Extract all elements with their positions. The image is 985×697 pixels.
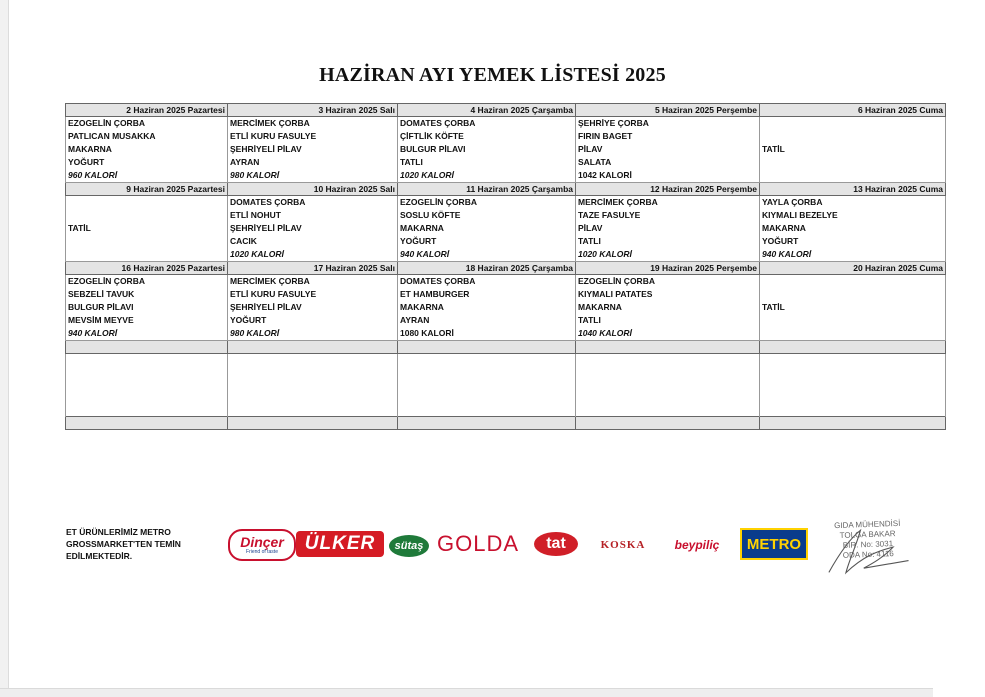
calorie-row [66,169,946,183]
meal-cell: ETLİ KURU FASULYE [228,130,398,143]
meal-cell: PİLAV [576,222,760,235]
sutas-logo: sütaş [389,535,429,557]
meal-cell: TATİL [66,222,228,235]
meal-row [66,156,946,169]
empty-cell [228,341,398,354]
stamp-line-3: BİR. No: 3031 [842,539,894,550]
calorie-cell [760,169,946,183]
empty-cell [398,417,576,430]
meal-cell: YOĞURT [228,314,398,327]
dincer-logo [228,529,296,561]
meal-cell: ŞEHRİYE ÇORBA [576,117,760,131]
meal-cell: AYRAN [228,156,398,169]
meal-cell: DOMATES ÇORBA [398,275,576,289]
empty-cell [398,341,576,354]
calorie-cell: 1020 KALORİ [576,248,760,262]
date-header-cell: 11 Haziran 2025 Çarşamba [398,183,576,196]
meal-row [66,314,946,327]
meal-cell: EZOGELİN ÇORBA [398,196,576,210]
calorie-cell: 1020 KALORİ [398,169,576,183]
beypilic-logo: beypiliç [674,538,720,552]
meal-cell [760,156,946,169]
meal-cell [66,209,228,222]
meal-cell: TAZE FASULYE [576,209,760,222]
meal-row [66,209,946,222]
date-header-cell: 13 Haziran 2025 Cuma [760,183,946,196]
meal-row [66,275,946,289]
page-edge-bottom [0,688,933,697]
meal-row [66,288,946,301]
calorie-cell: 1042 KALORİ [576,169,760,183]
meal-cell: ŞEHRİYELİ PİLAV [228,222,398,235]
empty-cell [576,354,760,417]
meal-cell: ŞEHRİYELİ PİLAV [228,301,398,314]
meal-cell: MAKARNA [398,222,576,235]
meal-cell: SEBZELİ TAVUK [66,288,228,301]
meal-cell: SOSLU KÖFTE [398,209,576,222]
page-title: HAZİRAN AYI YEMEK LİSTESİ 2025 [319,64,666,86]
date-header-cell: 12 Haziran 2025 Perşembe [576,183,760,196]
meal-cell: ÇİFTLİK KÖFTE [398,130,576,143]
meal-cell [66,235,228,248]
dincer-logo-tagline: Friend of taste [246,549,278,555]
calorie-row [66,248,946,262]
meal-cell [760,288,946,301]
calorie-cell: 980 KALORİ [228,169,398,183]
meal-cell [760,314,946,327]
meal-cell: SALATA [576,156,760,169]
meal-row [66,196,946,210]
dincer-logo-text: Dinçer [240,534,284,550]
empty-row [66,354,946,417]
date-header-row [66,104,946,117]
meal-cell [760,117,946,131]
empty-cell [576,417,760,430]
stamp-line-1: GIDA MÜHENDİSİ [833,518,901,531]
meal-cell: KIYMALI BEZELYE [760,209,946,222]
calorie-cell: 960 KALORİ [66,169,228,183]
meal-cell: MAKARNA [398,301,576,314]
empty-cell [66,354,228,417]
empty-cell [228,417,398,430]
stamp-line-4: ODA No: 4116 [842,549,894,560]
calorie-cell: 940 KALORİ [398,248,576,262]
signature-scribble [822,524,914,577]
meal-cell: KIYMALI PATATES [576,288,760,301]
meal-cell: AYRAN [398,314,576,327]
date-header-cell: 20 Haziran 2025 Cuma [760,262,946,275]
meal-cell: YOĞURT [398,235,576,248]
calorie-cell: 940 KALORİ [66,327,228,341]
meal-cell: YAYLA ÇORBA [760,196,946,210]
empty-cell [398,354,576,417]
meal-row [66,130,946,143]
meal-cell: ETLİ NOHUT [228,209,398,222]
empty-header-row [66,417,946,430]
meal-cell: FIRIN BAGET [576,130,760,143]
empty-cell [576,341,760,354]
meal-cell: MAKARNA [66,143,228,156]
empty-cell [760,417,946,430]
golda-logo: GOLDA [436,531,520,556]
empty-cell [66,341,228,354]
ulker-logo: ÜLKER [296,531,384,557]
meal-cell [760,130,946,143]
calorie-cell [760,327,946,341]
menu-table [65,103,946,430]
calorie-cell: 1080 KALORİ [398,327,576,341]
meal-row [66,222,946,235]
empty-header-row [66,341,946,354]
tat-logo: tat [534,532,578,556]
date-header-cell: 5 Haziran 2025 Perşembe [576,104,760,117]
meal-cell: MERCİMEK ÇORBA [576,196,760,210]
meal-cell: DOMATES ÇORBA [398,117,576,131]
calorie-cell: 980 KALORİ [228,327,398,341]
meal-cell: ETLİ KURU FASULYE [228,288,398,301]
metro-logo: METRO [740,528,808,560]
meal-cell: YOĞURT [760,235,946,248]
meal-row [66,117,946,131]
meal-cell: MAKARNA [760,222,946,235]
empty-cell [760,354,946,417]
date-header-cell: 2 Haziran 2025 Pazartesi [66,104,228,117]
date-header-cell: 18 Haziran 2025 Çarşamba [398,262,576,275]
date-header-cell: 6 Haziran 2025 Cuma [760,104,946,117]
meal-cell: PİLAV [576,143,760,156]
calorie-cell [66,248,228,262]
calorie-cell: 940 KALORİ [760,248,946,262]
meal-cell: BULGUR PİLAVI [398,143,576,156]
date-header-cell: 19 Haziran 2025 Perşembe [576,262,760,275]
meal-cell: ŞEHRİYELİ PİLAV [228,143,398,156]
meal-cell: TATİL [760,143,946,156]
date-header-cell: 9 Haziran 2025 Pazartesi [66,183,228,196]
meal-cell: TATLI [576,314,760,327]
page-edge-left [0,0,9,696]
date-header-row [66,183,946,196]
calorie-cell: 1020 KALORİ [228,248,398,262]
meal-cell: MERCİMEK ÇORBA [228,275,398,289]
meal-cell [760,275,946,289]
calorie-cell: 1040 KALORİ [576,327,760,341]
meal-cell: EZOGELİN ÇORBA [576,275,760,289]
meal-cell: PATLICAN MUSAKKA [66,130,228,143]
date-header-cell: 3 Haziran 2025 Salı [228,104,398,117]
date-header-cell: 17 Haziran 2025 Salı [228,262,398,275]
meal-cell: MERCİMEK ÇORBA [228,117,398,131]
meal-cell: YOĞURT [66,156,228,169]
meal-cell: DOMATES ÇORBA [228,196,398,210]
date-header-cell: 10 Haziran 2025 Salı [228,183,398,196]
meal-cell: BULGUR PİLAVI [66,301,228,314]
meal-cell: MAKARNA [576,301,760,314]
calorie-row [66,327,946,341]
empty-cell [760,341,946,354]
meal-cell: EZOGELİN ÇORBA [66,275,228,289]
meal-cell: TATİL [760,301,946,314]
engineer-stamp [822,518,914,573]
meal-row [66,235,946,248]
footer-note: ET ÜRÜNLERİMİZ METRO GROSSMARKET'TEN TEMİN EDİLMEKTEDİR. [66,527,181,561]
date-header-row [66,262,946,275]
koska-logo: KOSKA [600,539,646,551]
empty-cell [66,417,228,430]
meal-cell [66,196,228,210]
stamp-line-2: TOLGA BAKAR [839,529,896,540]
date-header-cell: 16 Haziran 2025 Pazartesi [66,262,228,275]
meal-row [66,143,946,156]
meal-cell: EZOGELİN ÇORBA [66,117,228,131]
meal-cell: TATLI [398,156,576,169]
meal-row [66,301,946,314]
meal-cell: MEVSİM MEYVE [66,314,228,327]
meal-cell: TATLI [576,235,760,248]
meal-cell: CACIK [228,235,398,248]
meal-cell: ET HAMBURGER [398,288,576,301]
empty-cell [228,354,398,417]
date-header-cell: 4 Haziran 2025 Çarşamba [398,104,576,117]
